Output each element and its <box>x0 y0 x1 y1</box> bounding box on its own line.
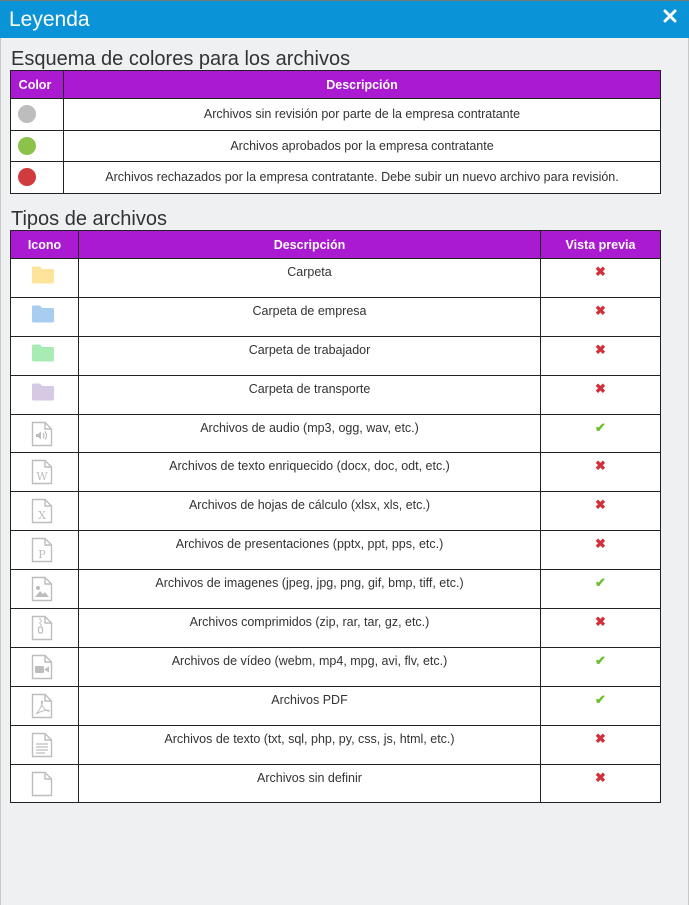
file-text-icon <box>31 732 53 758</box>
file-type-description: Archivos de audio (mp3, ogg, wav, etc.) <box>79 414 541 453</box>
file-type-icon-cell <box>11 531 79 570</box>
close-icon[interactable] <box>663 9 677 23</box>
file-type-icon-cell <box>11 764 79 803</box>
file-type-description: Archivos de vídeo (webm, mp4, mpg, avi, flv, etc.) <box>79 647 541 686</box>
file-video-icon <box>31 654 53 680</box>
color-row <box>11 130 661 162</box>
file-powerpoint-icon <box>31 537 53 563</box>
file-type-description: Carpeta de empresa <box>79 297 541 336</box>
cross-icon: ✖ <box>595 458 606 474</box>
file-type-description: Archivos de texto (txt, sql, php, py, css, js, html, etc.) <box>79 725 541 764</box>
preview-cell <box>541 375 661 414</box>
svg-text:P: P <box>38 548 46 562</box>
preview-cell <box>541 531 661 570</box>
check-icon: ✔ <box>595 419 606 435</box>
preview-cell <box>541 725 661 764</box>
file-type-row <box>11 414 661 453</box>
folder-yellow-icon <box>31 265 55 285</box>
file-type-icon-cell <box>11 492 79 531</box>
folder-purple-icon <box>31 382 55 402</box>
file-archive-icon <box>31 615 53 641</box>
file-type-row <box>11 686 661 725</box>
types-header-icon: Icono <box>11 231 79 259</box>
file-excel-icon <box>31 498 53 524</box>
cross-icon: ✖ <box>595 264 606 279</box>
file-type-icon-cell <box>11 647 79 686</box>
colors-header-color: Color <box>11 71 64 99</box>
file-type-description: Archivos de presentaciones (pptx, ppt, pps, etc.) <box>79 531 541 570</box>
file-type-row <box>11 570 661 609</box>
types-heading: Tipos de archivos <box>11 208 167 230</box>
cross-icon: ✖ <box>595 536 606 552</box>
status-color-dot <box>18 105 36 123</box>
cross-icon: ✖ <box>595 341 606 357</box>
file-type-description: Archivos PDF <box>79 686 541 725</box>
file-type-icon-cell <box>11 375 79 414</box>
colors-heading: Esquema de colores para los archivos <box>11 48 351 70</box>
file-type-icon-cell <box>11 686 79 725</box>
color-row <box>11 162 661 194</box>
status-color-dot <box>18 168 36 186</box>
file-type-row <box>11 259 661 298</box>
preview-cell <box>541 297 661 336</box>
file-type-description: Carpeta de trabajador <box>79 336 541 375</box>
file-audio-icon <box>31 421 53 447</box>
file-type-row <box>11 375 661 414</box>
file-image-icon <box>31 576 53 602</box>
file-type-row <box>11 531 661 570</box>
status-color-dot <box>18 137 36 155</box>
file-type-description: Archivos sin definir <box>79 764 541 803</box>
dialog-titlebar <box>0 0 689 38</box>
dialog-body <box>0 38 689 905</box>
file-blank-icon <box>31 771 53 797</box>
check-icon: ✔ <box>595 652 606 668</box>
check-icon: ✔ <box>595 691 606 707</box>
file-word-icon <box>31 459 53 485</box>
cross-icon: ✖ <box>595 614 606 630</box>
file-type-description: Archivos de hojas de cálculo (xlsx, xls, etc.) <box>79 492 541 531</box>
types-header-description: Descripción <box>79 231 541 259</box>
color-swatch-cell <box>11 162 64 194</box>
preview-cell <box>541 764 661 803</box>
file-type-row <box>11 453 661 492</box>
preview-cell <box>541 686 661 725</box>
colors-table <box>10 70 661 194</box>
cross-icon: ✖ <box>595 497 606 513</box>
preview-cell <box>541 259 661 298</box>
svg-text:W: W <box>36 470 48 484</box>
file-pdf-icon <box>31 693 53 719</box>
file-type-row <box>11 609 661 648</box>
file-type-description: Archivos de imagenes (jpeg, jpg, png, gif, bmp, tiff, etc.) <box>79 570 541 609</box>
svg-text:X: X <box>38 509 46 523</box>
file-type-row <box>11 725 661 764</box>
preview-cell <box>541 647 661 686</box>
cross-icon: ✖ <box>595 730 606 746</box>
color-description: Archivos rechazados por la empresa contratante. Debe subir un nuevo archivo para revisión. <box>64 162 661 194</box>
folder-blue-icon <box>31 304 55 324</box>
preview-cell <box>541 609 661 648</box>
colors-header-description: Descripción <box>64 71 661 99</box>
file-type-row <box>11 492 661 531</box>
color-row <box>11 99 661 131</box>
preview-cell <box>541 414 661 453</box>
cross-icon: ✖ <box>595 769 606 785</box>
file-type-icon-cell <box>11 336 79 375</box>
file-type-icon-cell <box>11 725 79 764</box>
check-icon: ✔ <box>595 575 606 591</box>
preview-cell <box>541 453 661 492</box>
types-table <box>10 230 661 803</box>
folder-green-icon <box>31 343 55 363</box>
color-description: Archivos sin revisión por parte de la empresa contratante <box>64 99 661 131</box>
file-type-row <box>11 764 661 803</box>
file-type-icon-cell <box>11 297 79 336</box>
cross-icon: ✖ <box>595 380 606 396</box>
cross-icon: ✖ <box>595 302 606 318</box>
file-type-icon-cell <box>11 609 79 648</box>
preview-cell <box>541 336 661 375</box>
file-type-description: Carpeta de transporte <box>79 375 541 414</box>
file-type-description: Archivos de texto enriquecido (docx, doc, odt, etc.) <box>79 453 541 492</box>
color-swatch-cell <box>11 130 64 162</box>
file-type-icon-cell <box>11 453 79 492</box>
types-header-preview: Vista previa <box>541 231 661 259</box>
file-type-row <box>11 297 661 336</box>
file-type-row <box>11 336 661 375</box>
dialog-title: Leyenda <box>9 8 90 31</box>
preview-cell <box>541 492 661 531</box>
file-type-icon-cell <box>11 259 79 298</box>
file-type-row <box>11 647 661 686</box>
file-type-icon-cell <box>11 414 79 453</box>
color-description: Archivos aprobados por la empresa contratante <box>64 130 661 162</box>
color-swatch-cell <box>11 99 64 131</box>
preview-cell <box>541 570 661 609</box>
file-type-description: Carpeta <box>79 259 541 298</box>
file-type-description: Archivos comprimidos (zip, rar, tar, gz, etc.) <box>79 609 541 648</box>
file-type-icon-cell <box>11 570 79 609</box>
